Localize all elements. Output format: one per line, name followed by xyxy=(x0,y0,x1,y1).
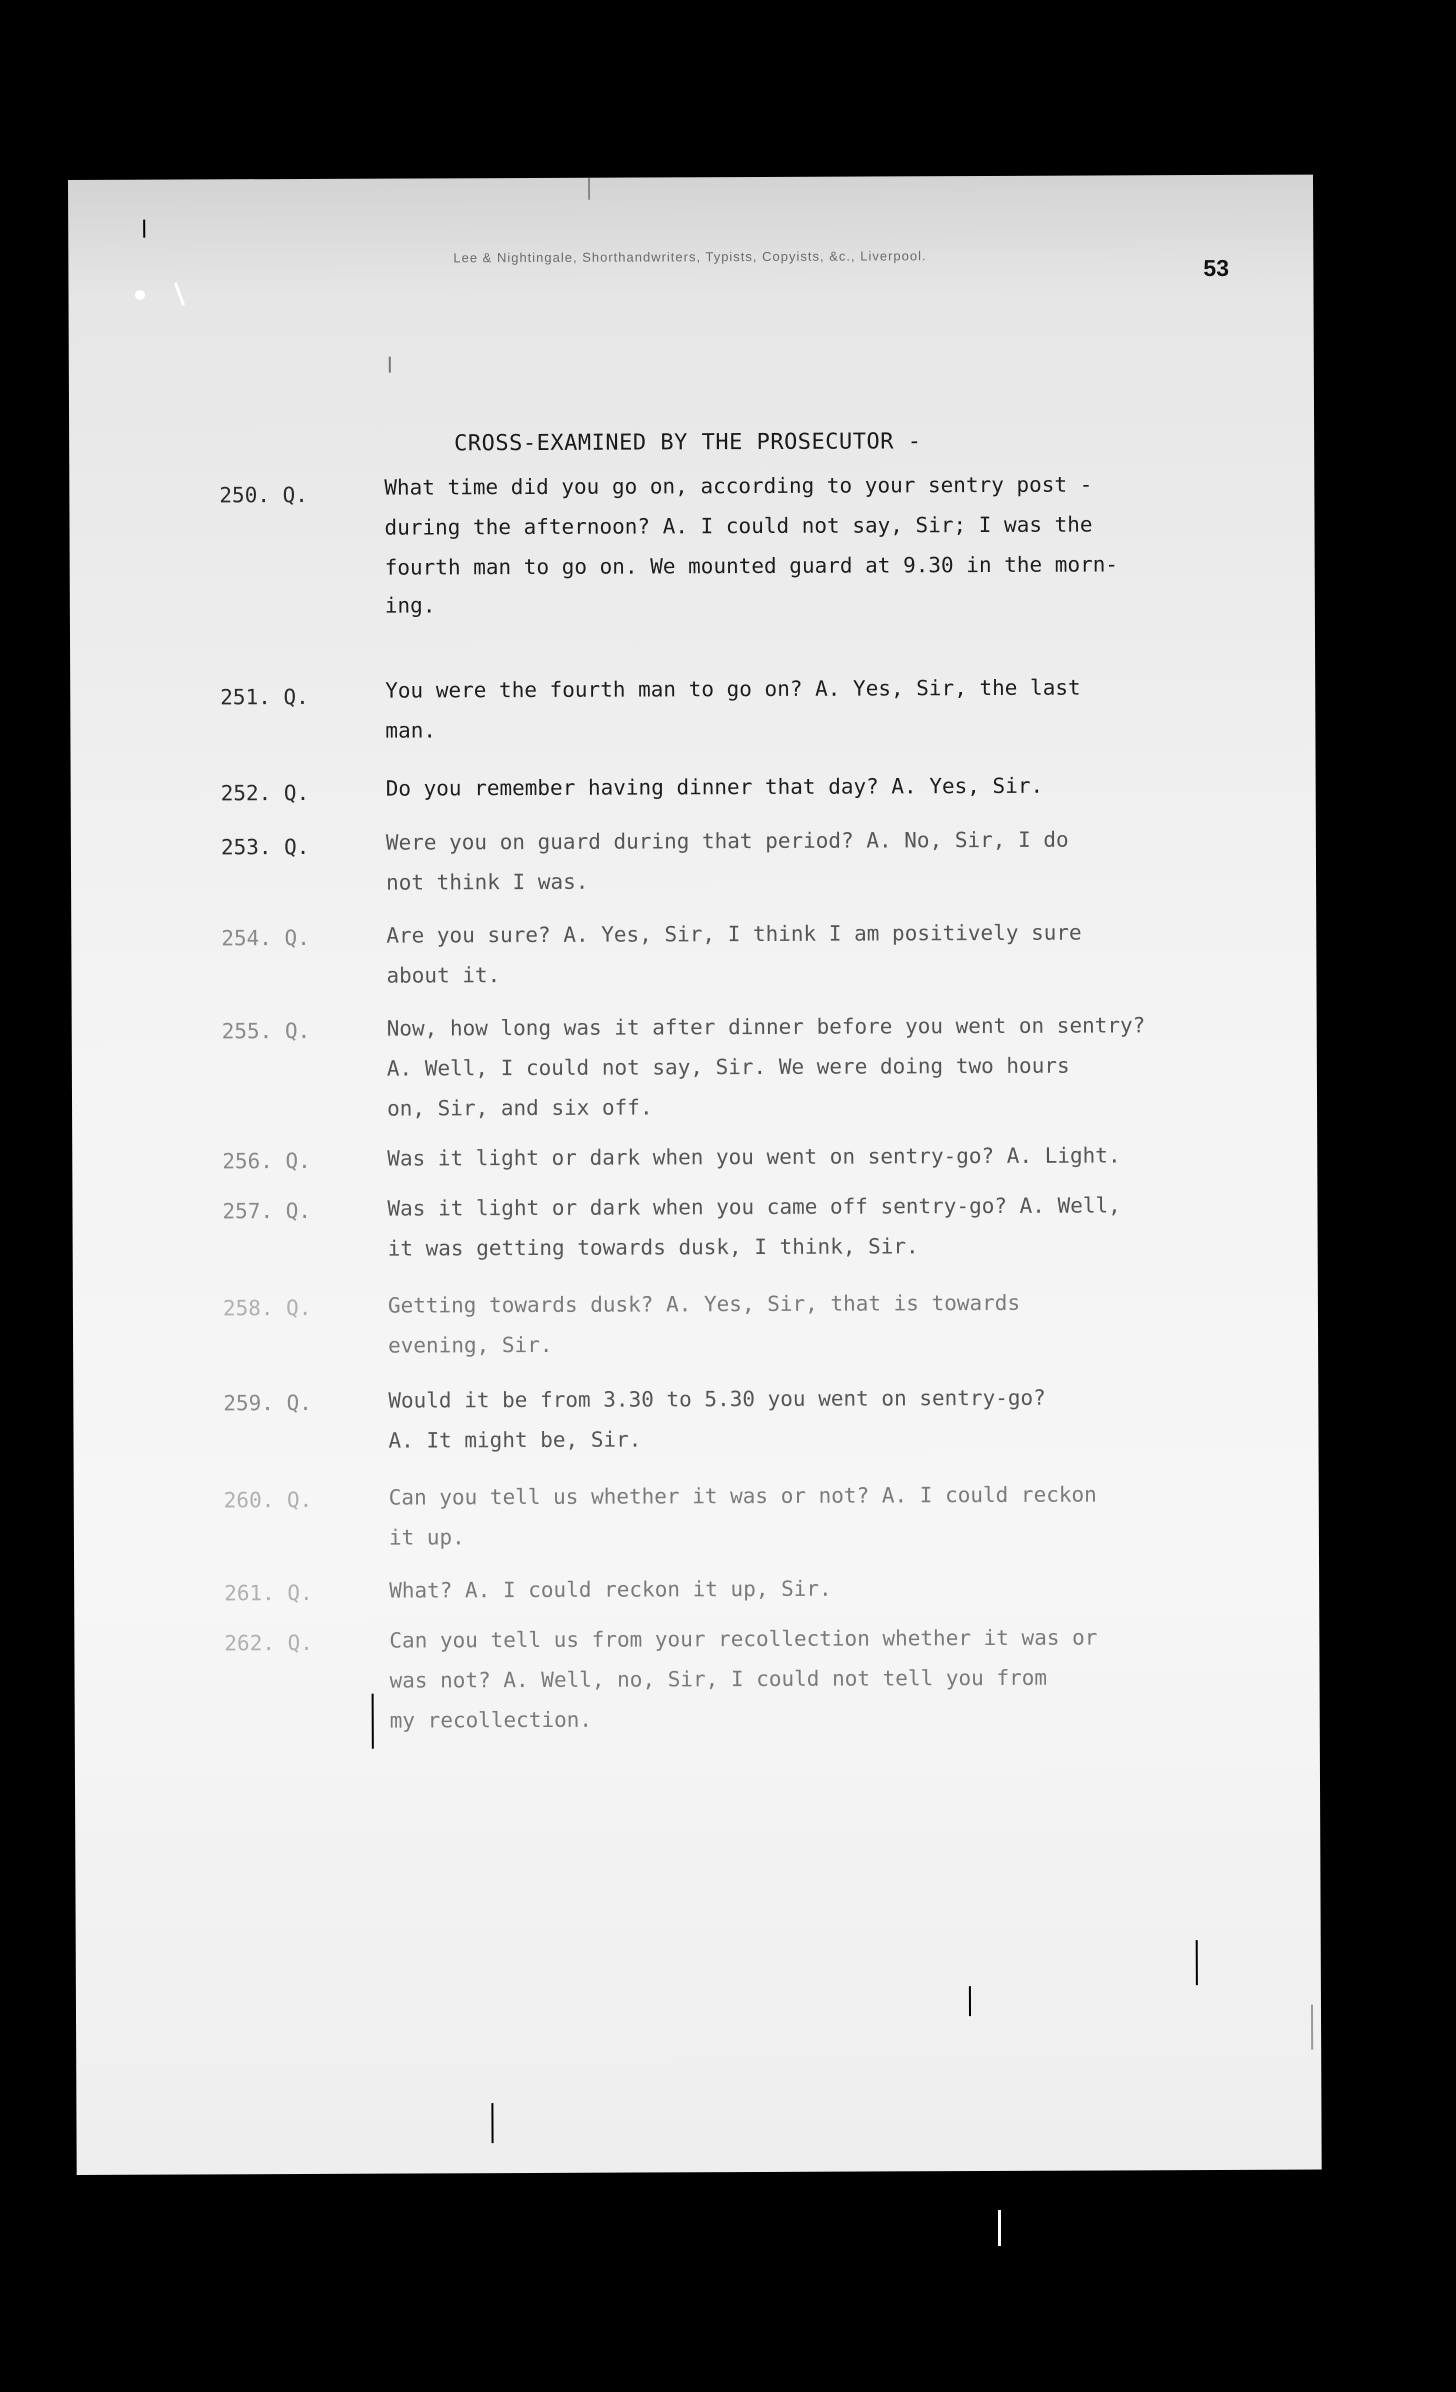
scan-mark xyxy=(588,178,590,200)
entry-line: Can you tell us from your recollection whether it was or xyxy=(389,1625,1098,1653)
entry-line: A. Well, I could not say, Sir. We were doing two hours xyxy=(386,1053,1070,1081)
scan-mark xyxy=(372,1694,374,1749)
entry-line: on, Sir, and six off. xyxy=(387,1095,653,1121)
scan-mark xyxy=(998,2210,1001,2246)
entry-line: was not? A. Well, no, Sir, I could not tell you from xyxy=(389,1665,1048,1693)
question-number: 258. Q. xyxy=(222,1295,312,1321)
entry-line: ing. xyxy=(384,593,436,618)
entry-line: Getting towards dusk? A. Yes, Sir, that is towards xyxy=(387,1290,1021,1318)
entry-line: Do you remember having dinner that day? A. Yes, Sir. xyxy=(385,773,1044,801)
page-number: 53 xyxy=(1203,254,1230,282)
scan-mark xyxy=(491,2103,493,2143)
entry-line: man. xyxy=(385,718,437,743)
question-number: 261. Q. xyxy=(224,1580,313,1606)
entry-line: evening, Sir. xyxy=(388,1332,553,1358)
entry-line: Are you sure? A. Yes, Sir, I think I am positively sure xyxy=(386,920,1082,948)
question-number: 257. Q. xyxy=(222,1198,312,1224)
scan-dot xyxy=(135,290,145,300)
entry-line: You were the fourth man to go on? A. Yes, Sir, the last xyxy=(385,675,1081,703)
question-number: 252. Q. xyxy=(220,780,310,806)
entry-line: during the afternoon? A. I could not say, Sir; I was the xyxy=(384,512,1093,540)
scan-mark xyxy=(1196,1940,1198,1985)
entry-line: Was it light or dark when you went on sentry-go? A. Light. xyxy=(387,1143,1121,1171)
question-number: 256. Q. xyxy=(222,1148,311,1174)
entry-line: What time did you go on, according to your sentry post - xyxy=(384,472,1093,500)
scan-mark xyxy=(1311,2005,1313,2050)
entry-line: it up. xyxy=(388,1525,465,1550)
question-number: 254. Q. xyxy=(221,925,310,951)
document-page xyxy=(68,175,1322,2175)
question-number: 251. Q. xyxy=(220,684,309,710)
entry-line: Now, how long was it after dinner before you went on sentry? xyxy=(386,1013,1146,1041)
question-number: 250. Q. xyxy=(219,482,308,508)
scan-mark xyxy=(969,1986,971,2016)
entry-line: Was it light or dark when you came off sentry-go? A. Well, xyxy=(387,1193,1121,1221)
question-number: 262. Q. xyxy=(224,1630,313,1656)
scan-mark xyxy=(143,220,145,238)
entry-line: What? A. I could reckon it up, Sir. xyxy=(389,1576,832,1603)
entry-line: not think I was. xyxy=(386,869,589,895)
section-heading: CROSS-EXAMINED BY THE PROSECUTOR - xyxy=(454,429,922,457)
question-number: 259. Q. xyxy=(223,1390,312,1416)
scan-mark xyxy=(389,357,391,373)
entry-line: fourth man to go on. We mounted guard at 9.30 in the morn- xyxy=(384,552,1119,580)
entry-line: my recollection. xyxy=(389,1707,593,1733)
entry-line: Would it be from 3.30 to 5.30 you went on sentry-go? xyxy=(388,1385,1046,1413)
entry-line: about it. xyxy=(386,963,501,988)
entry-line: Were you on guard during that period? A. No, Sir, I do xyxy=(385,827,1069,855)
letterhead: Lee & Nightingale, Shorthandwriters, Typists, Copyists, &c., Liverpool. xyxy=(453,248,927,266)
question-number: 260. Q. xyxy=(223,1487,313,1513)
question-number: 253. Q. xyxy=(220,834,310,860)
entry-line: A. It might be, Sir. xyxy=(388,1427,642,1453)
entry-line: Can you tell us whether it was or not? A. I could reckon xyxy=(388,1482,1097,1510)
question-number: 255. Q. xyxy=(221,1018,311,1044)
entry-line: it was getting towards dusk, I think, Sir. xyxy=(387,1234,919,1261)
